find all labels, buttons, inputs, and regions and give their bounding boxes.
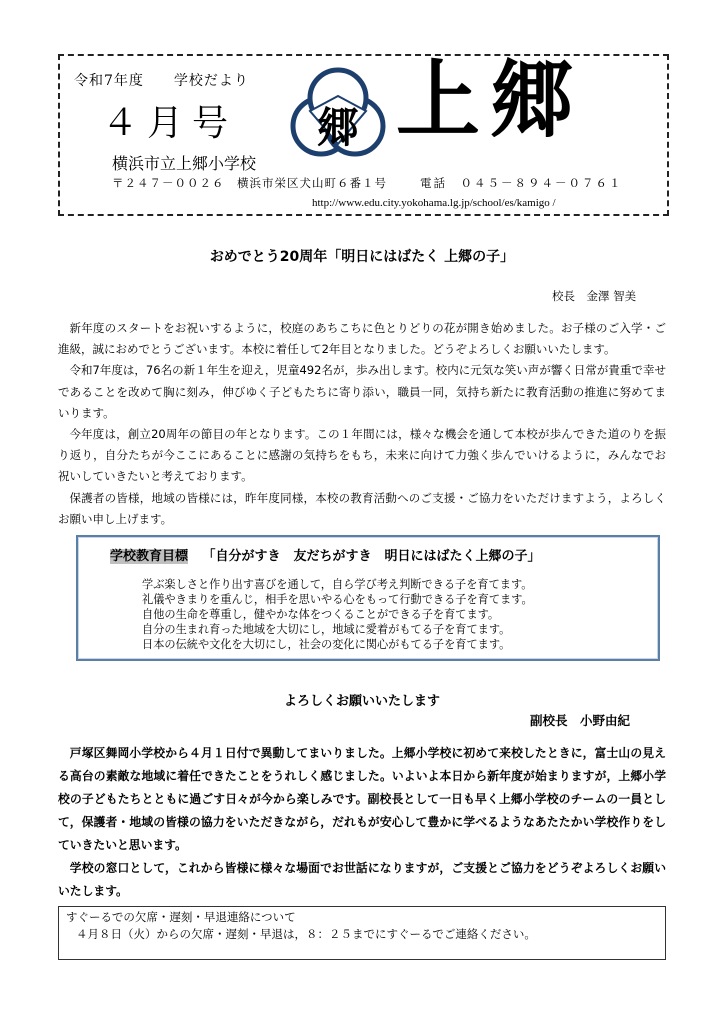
paragraph: 保護者の皆様，地域の皆様には，昨年度同様，本校の教育活動へのご支援・ご協力をいただけますよう，よろしくお願い申し上げます。	[58, 490, 666, 526]
paragraph: 戸塚区舞岡小学校から４月１日付で異動してまいりました。上郷小学校に初めて来校したときに，富士山の見える高台の素敵な地域に着任できたことをうれしく感じました。いよいよ本日から新年度が始まりますが，上郷小学校の子どもたちとともに過ごす日々が今から楽しみです。副校長として一日も早く上郷小学校のチームの一員として，保護者・地域の皆様の協力をいただきながら，だれもが安心して豊かに学べるようなあたたかい学校作りをしていきたいと思います。	[58, 746, 666, 852]
paragraph: 今年度は，創立20周年の節目の年となります。この１年間には，様々な機会を通して本校が歩んできた道のりを振り返り，自分たちが今ここにあることに感謝の気持ちをもち，未来に向けて力強く歩んでいけるように，みんなでお祝いしていきたいと考えております。	[58, 427, 666, 484]
paragraph: 学校の窓口として，これから皆様に様々な場面でお世話になりますが，ご支援とご協力をどうぞよろしくお願いいたします。	[58, 861, 666, 898]
absence-notice-text: ４月８日（火）からの欠席・遅刻・早退は，８：２５までにすぐーるでご連絡ください。	[76, 927, 536, 941]
paragraph: 新年度のスタートをお祝いするように，校庭のあちこちに色とりどりの花が開き始めました。お子様のご入学・ご進級，誠におめでとうございます。本校に着任して2年目となりました。どうぞよろしくお願いいたします。	[58, 321, 666, 357]
goal-item: 礼儀やきまりを重んじ，相手を思いやる心をもって行動できる子を育てます。	[142, 593, 533, 606]
principal-article-title: おめでとう20周年「明日にはばたく 上郷の子」	[209, 249, 515, 265]
school-url[interactable]: http://www.edu.city.yokohama.lg.jp/school/es/kamigo /	[312, 197, 556, 209]
school-goals-heading	[110, 545, 541, 564]
goal-item: 日本の伝統や文化を大切にし，社会の変化に関心がもてる子を育てます。	[142, 638, 511, 651]
school-goals-label: 学校教育目標	[110, 549, 189, 564]
newsletter-title: 上郷	[396, 50, 585, 149]
issue-month: ４月号	[102, 103, 238, 144]
vice-principal-article-title: よろしくお願いいたします	[283, 694, 440, 709]
school-address: 〒２４７－００２６ 横浜市栄区犬山町６番１号	[112, 176, 387, 190]
school-goals-list	[142, 577, 533, 652]
goal-item: 自分の生まれ育った地域を大切にし，地域に愛着がもてる子を育てます。	[142, 623, 511, 636]
absence-notice-title: すぐーるでの欠席・遅刻・早退連絡について	[66, 910, 296, 924]
school-phone: 電話 ０４５－８９４－０７６１	[420, 176, 623, 190]
paragraph: 令和7年度は，76名の新１年生を迎え，児童492名が，歩み出します。校内に元気な笑い声が響く日常が貴重で幸せであることを改めて胸に刻み，伸びゆく子どもたちに寄り添い，職員一同，気持ち新たに教育活動の推進に努めてまいります。	[58, 363, 666, 420]
goal-item: 学ぶ楽しさと作り出す喜びを通して，自ら学び考え判断できる子を育てます。	[142, 578, 533, 591]
vice-principal-name: 副校長 小野由紀	[530, 713, 631, 728]
school-name: 横浜市立上郷小学校	[112, 154, 257, 173]
emblem-character: 郷	[316, 103, 360, 152]
issue-line: 令和7年度 学校だより	[74, 73, 249, 89]
school-motto: 「自分がすき 友だちがすき 明日にはばたく上郷の子」	[202, 549, 541, 564]
school-emblem-icon	[288, 66, 388, 164]
goal-item: 自他の生命を尊重し，健やかな体をつくることができる子を育てます。	[142, 608, 500, 621]
vice-principal-article-body	[58, 742, 666, 903]
principal-article-body	[58, 318, 666, 530]
principal-name: 校長 金澤 智美	[552, 289, 637, 303]
